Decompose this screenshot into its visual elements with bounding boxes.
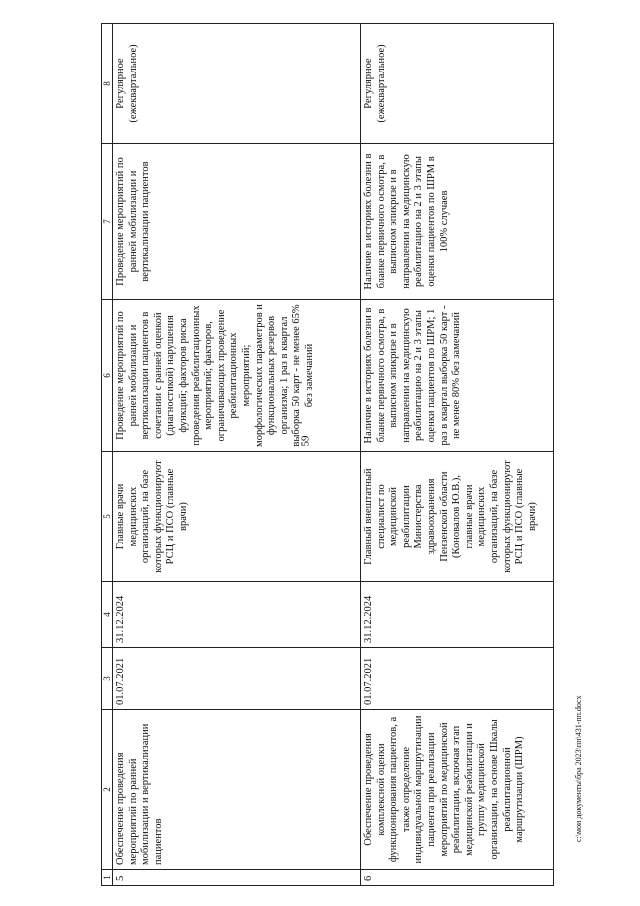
col-number-5: 5 <box>102 452 113 582</box>
indicator-cell: Наличие в историях болезни в бланке первичного осмотра, в выписном эпикризе и в направлении на медицинскую реабилитацию на 2 и 3 этапы оценки пациентов по ШРМ; 1 раз в квартал выборка 50 карт - не менее 80% без замечаний <box>361 300 554 452</box>
col-number-4: 4 <box>102 582 113 648</box>
table-row <box>113 24 361 886</box>
footer-file-path: c:\мои документы\бра 2023\пп\431-пп.docx <box>574 695 583 842</box>
activity-cell: Обеспечение проведения мероприятий по ранней мобилизации и вертикализации пациентов <box>113 710 361 870</box>
frequency-cell: Регулярное (ежеквартальное) <box>361 24 554 144</box>
start-date-cell: 01.07.2021 <box>361 648 554 710</box>
col-number-6: 6 <box>102 300 113 452</box>
result-cell: Наличие в историях болезни в бланке первичного осмотра, в выписном эпикризе и в направлении на медицинскую реабилитацию на 2 и 3 этапы оценки пациентов по ШРМ в 100% случаев <box>361 144 554 300</box>
col-number-2: 2 <box>102 710 113 870</box>
end-date-cell: 31.12.2024 <box>361 582 554 648</box>
frequency-cell: Регулярное (ежеквартальное) <box>113 24 361 144</box>
indicator-cell: Проведение мероприятий по ранней мобилизации и вертикализации пациентов в сочетании с ранней оценкой (диагностикой) нарушения функций; факторов риска проведения реабилитационных мероприятий; факторов, ограничивающих проведение реабилитационных мероприятий; морфологических параметров и функциональных резервов организма; 1 раз в квартал выборка 50 карт - не менее 65% без замечаний <box>113 300 361 452</box>
responsible-cell: Главные врачи медицинских организаций, на базе которых функционируют РСЦ и ПСО (главные врачи) <box>113 452 361 582</box>
end-date-cell: 31.12.2024 <box>113 582 361 648</box>
activity-cell: Обеспечение проведения комплексной оценки функционирования пациентов, а также определение индивидуальной маршрутизации пациента при реализации мероприятий по медицинской реабилитации, включая этап медицинской реабилитации и группу медицинской организации, на основе Шкалы реабилитационной маршрутизации (ШРМ) <box>361 710 554 870</box>
col-number-1: 1 <box>102 870 113 886</box>
result-cell: Проведение мероприятий по ранней мобилизации и вертикализации пациентов <box>113 144 361 300</box>
row-number: 5 <box>113 870 361 886</box>
responsible-cell: Главный внештатный специалист по медицинской реабилитации Министерства здравоохранения Пензенской области (Коновалов Ю.В.), главные врачи медицинских организаций, на базе которых функционируют РСЦ и ПСО (главные врачи) <box>361 452 554 582</box>
start-date-cell: 01.07.2021 <box>113 648 361 710</box>
col-number-8: 8 <box>102 24 113 144</box>
row-number: 6 <box>361 870 554 886</box>
table-row <box>361 24 554 886</box>
col-number-3: 3 <box>102 648 113 710</box>
page-number: 59 <box>299 435 312 447</box>
header-row <box>102 24 113 886</box>
col-number-7: 7 <box>102 144 113 300</box>
plan-table <box>101 23 554 886</box>
rotated-table-container <box>101 24 546 886</box>
